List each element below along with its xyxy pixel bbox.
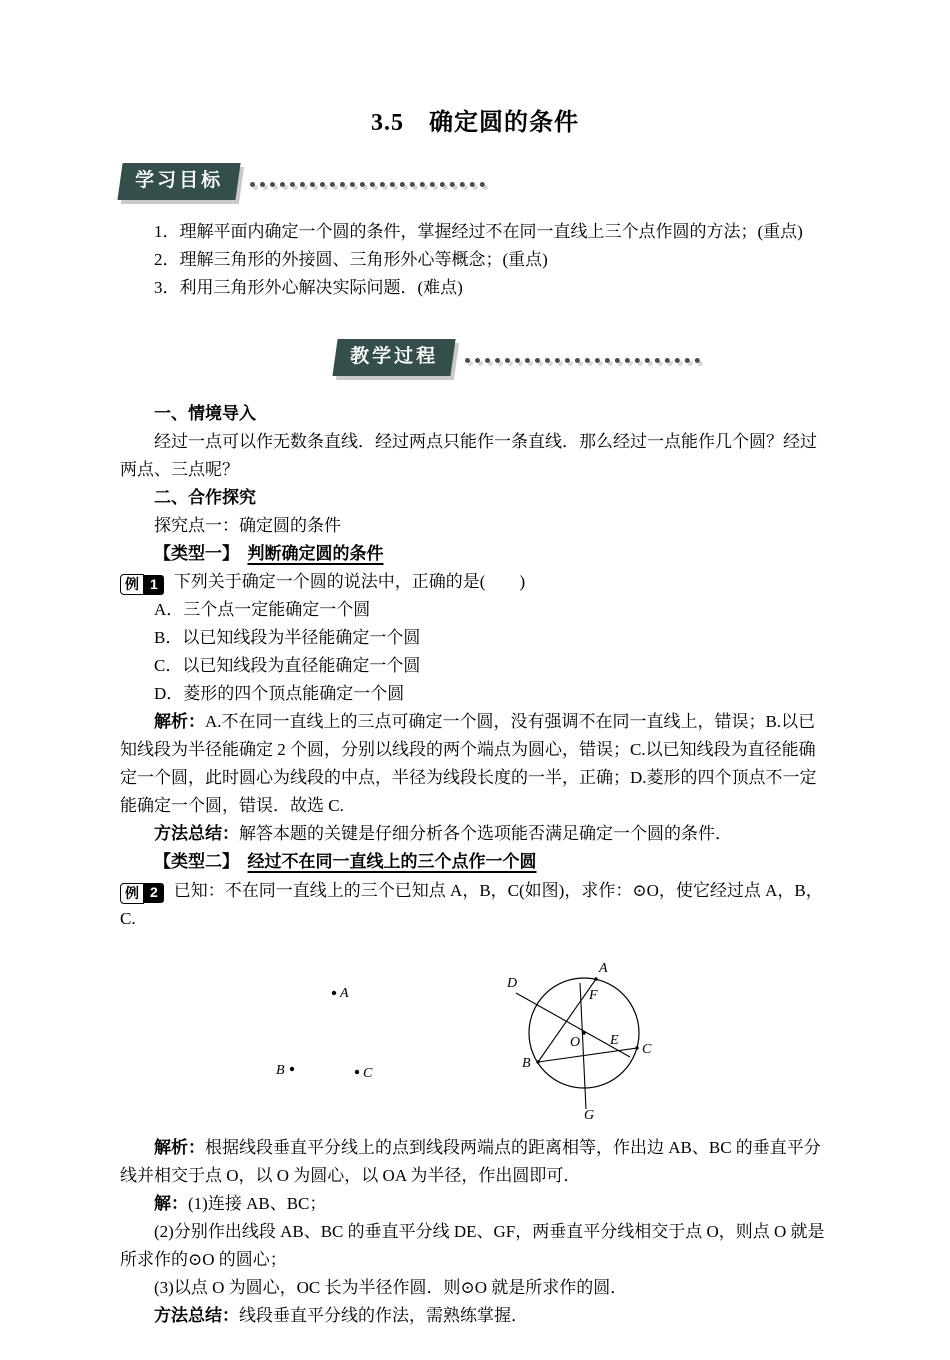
point-G-label: G [584,1107,595,1120]
example1-option-a: A．三个点一定能确定一个圆 [154,600,371,620]
point-A-dot [332,991,336,995]
point-C-label: C [363,1066,373,1082]
type2-label: 【类型二】 [154,852,239,872]
type1-label: 【类型一】 [154,543,239,563]
example1-method [120,820,830,848]
point-C-label: C [642,1041,652,1057]
point-C-dot [635,1046,638,1049]
example2-solution-step-3 [120,1274,830,1302]
explore-point-1: 探究点一：确定圆的条件 [154,515,341,535]
objective-item-3: 3．利用三角形外心解决实际问题．(难点) [154,277,463,297]
example-badge-number: 1 [144,575,164,595]
objectives-banner-label: 学习目标 [135,169,224,191]
point-C-dot [355,1070,359,1074]
chord-BC [538,1048,637,1062]
point-O-label: O [570,1034,581,1050]
type2-title: 经过不在同一直线上的三个点作一个圆 [247,852,537,872]
solution-label: 解： [154,1193,188,1213]
example1-question-row [120,568,830,596]
example2-analysis-text: 根据线段垂直平分线上的点到线段两端点的距离相等，作出边 AB、BC 的垂直平分线并相交于点 O，以 O 为圆心，以 OA 为半径，作出圆即可． [120,1137,821,1185]
example-badge-char: 例 [120,883,144,904]
figures-row [120,945,830,1120]
example2-analysis [120,1134,830,1190]
point-A-label: A [599,960,608,976]
analysis-label: 解析： [154,712,205,732]
point-B-dot [290,1067,294,1071]
analysis-label: 解析： [154,1137,205,1157]
center-O-dot [582,1031,585,1034]
example2-solution-step-2 [120,1218,830,1274]
type1-heading [120,540,830,568]
example1-badge-icon [120,574,164,595]
example-badge-char: 例 [120,574,144,595]
example2-method [120,1302,830,1330]
objectives-banner [117,163,240,200]
point-D-label: D [507,975,518,991]
method-label: 方法总结： [154,824,239,844]
example1-question: 下列关于确定一个圆的说法中，正确的是( ) [173,572,526,592]
example2-solution-step-1 [120,1190,830,1218]
solution-step-text: (3)以点 O 为圆心，OC 长为半径作圆．则⊙O 就是所求作的圆． [154,1277,628,1297]
type2-heading [120,848,830,876]
example1-option-b: B．以已知线段为半径能确定一个圆 [154,628,421,648]
point-B-dot [536,1060,539,1063]
type1-title: 判断确定圆的条件 [247,543,384,563]
example1-analysis-text: A.不在同一直线上的三点可确定一个圆，没有强调不在同一直线上，错误；B.以已知线段为半径能确定 2 个圆，分别以线段的两个端点为圆心，错误；C.以已知线段为直径能确定一个圆，此时圆心为线段的中点，半径为线段长度的一半，正确；D.菱形的四个顶点不一定能确定一个圆，错误．故选 C. [120,712,817,816]
point-B-label: B [276,1063,285,1079]
example2-badge-icon [120,883,164,904]
lead-in-text: 经过一点可以作无数条直线．经过两点只能作一条直线．那么经过一点能作几个圆？经过两点、三点呢？ [120,431,817,479]
right-figure-circle-construction [486,945,686,1120]
example-badge-number: 2 [144,883,164,903]
left-figure-three-points [264,972,414,1092]
process-banner-label: 教学过程 [350,346,439,368]
example1-option-d: D．菱形的四个顶点能确定一个圆 [154,684,405,704]
example2-question: 已知：不在同一直线上的三个已知点 A，B，C(如图)，求作：⊙O，使它经过点 A，B，C. [120,880,823,928]
page-title: 3.5 确定圆的条件 [371,110,579,136]
point-B-label: B [522,1055,531,1071]
solution-step-text: (2)分别作出线段 AB、BC 的垂直平分线 DE、GF，两垂直平分线相交于点 O，则点 O 就是所求作的⊙O 的圆心； [120,1221,825,1269]
example1-analysis [120,708,830,820]
point-F-label: F [589,987,598,1003]
objectives-banner-row [120,166,830,198]
example2-method-text: 线段垂直平分线的作法，需熟练掌握． [239,1305,528,1325]
example1-method-text: 解答本题的关键是仔细分析各个选项能否满足确定一个圆的条件． [239,824,732,844]
solution-step-text: (1)连接 AB、BC； [188,1193,327,1213]
section-lead-in-heading: 一、情境导入 [154,403,256,423]
example1-option-c: C．以已知线段为直径能确定一个圆 [154,656,421,676]
banner-dots-icon [250,182,485,187]
point-E-label: E [610,1032,619,1048]
chord-AB [538,979,596,1062]
objective-item-2: 2．理解三角形的外接圆、三角形外心等概念；(重点) [154,249,548,269]
process-banner [332,339,455,376]
point-A-label: A [340,986,349,1002]
section-explore-heading: 二、合作探究 [154,487,256,507]
banner-dots-icon [465,358,700,363]
point-A-dot [594,977,597,980]
example2-question-row [120,877,830,933]
method-label: 方法总结： [154,1305,239,1325]
process-banner-row [335,342,830,374]
objective-item-1: 1．理解平面内确定一个圆的条件，掌握经过不在同一直线上三个点作圆的方法；(重点) [154,221,803,241]
bisector-GF [580,983,586,1109]
